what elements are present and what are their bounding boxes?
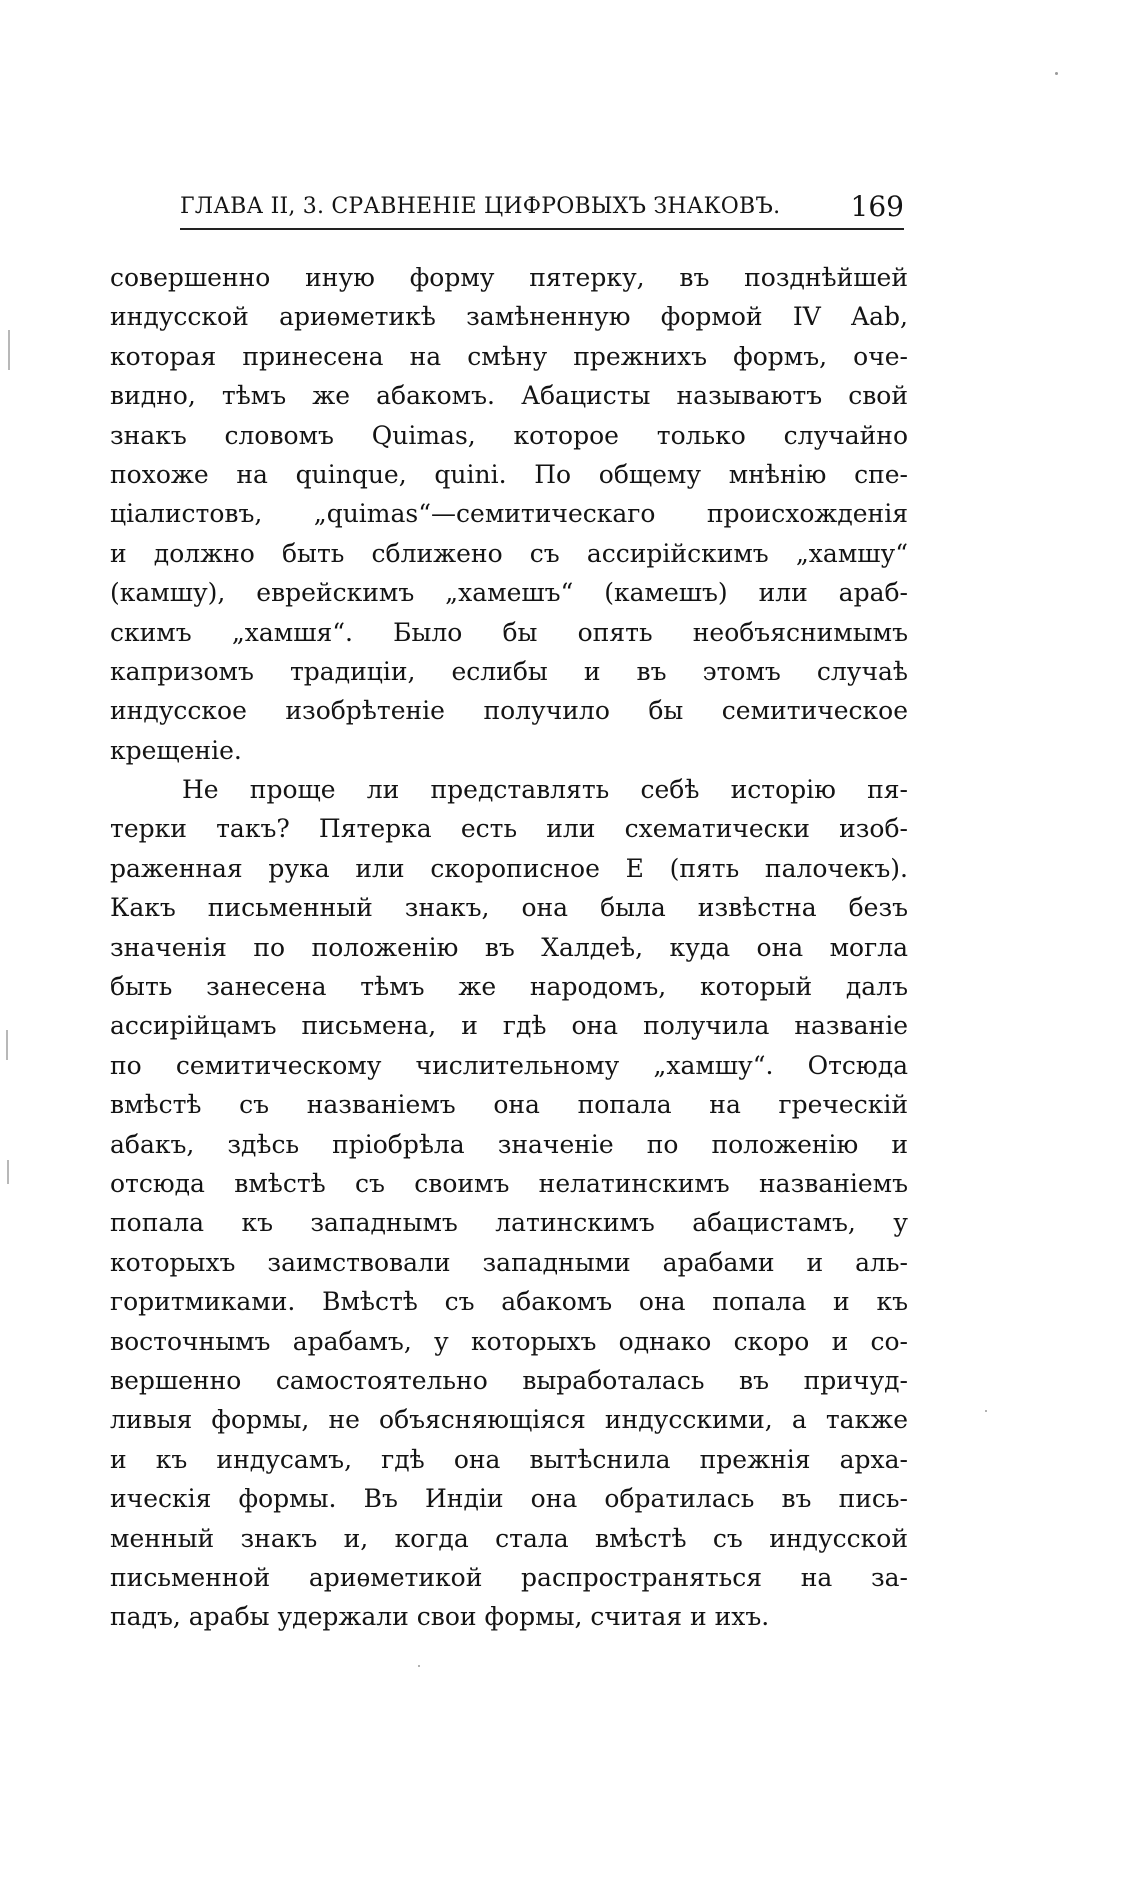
text-line: похоже на quinque, quini. По общему мнѣнію спе- xyxy=(110,459,908,489)
text-line: по семитическому числительному „хамшу“. Отсюда xyxy=(110,1050,908,1080)
text-line: ассирійцамъ письмена, и гдѣ она получила названіе xyxy=(110,1011,908,1041)
text-line: падъ, арабы удержали свои формы, считая и ихъ. xyxy=(110,1602,770,1632)
text-line: и къ индусамъ, гдѣ она вытѣснила прежнія арха- xyxy=(110,1444,908,1474)
text-line: совершенно иную форму пятерку, въ позднѣйшей xyxy=(110,263,908,292)
text-line: ическія формы. Въ Индіи она обратилась въ пись- xyxy=(110,1484,908,1514)
text-line: которыхъ заимствовали западными арабами и аль- xyxy=(110,1247,908,1277)
text-line: которая принесена на смѣну прежнихъ формъ, оче- xyxy=(110,341,908,371)
text-line: скимъ „хамшя“. Было бы опять необъяснимымъ xyxy=(110,617,908,647)
text-line: раженная рука или скорописное Е (пять палочекъ). xyxy=(110,853,908,883)
text-line: горитмиками. Вмѣстѣ съ абакомъ она попала и къ xyxy=(110,1287,908,1317)
text-line: видно, тѣмъ же абакомъ. Абацисты называютъ свой xyxy=(110,381,908,411)
scan-speck xyxy=(1055,72,1058,75)
scan-margin-mark xyxy=(7,1160,9,1184)
text-line: восточнымъ арабамъ, у которыхъ однако скоро и со- xyxy=(110,1326,908,1356)
text-line: абакъ, здѣсь пріобрѣла значеніе по положенію и xyxy=(110,1129,908,1159)
scan-speck xyxy=(418,1665,420,1667)
text-line: индусской ариѳметикѣ замѣненную формой IV Aab, xyxy=(110,302,908,332)
text-line: индусское изобрѣтеніе получило бы семитическое xyxy=(110,696,908,726)
text-line: быть занесена тѣмъ же народомъ, который далъ xyxy=(110,972,908,1002)
text-line: вершенно самостоятельно выработалась въ причуд- xyxy=(110,1365,908,1395)
text-line: (камшу), еврейскимъ „хамешъ“ (камешъ) или араб- xyxy=(110,578,908,608)
scan-speck xyxy=(985,1410,987,1412)
page-number: 169 xyxy=(850,190,904,223)
text-line: менный знакъ и, когда стала вмѣстѣ съ индусской xyxy=(110,1523,908,1553)
text-line: ливыя формы, не объясняющіяся индусскими, а также xyxy=(110,1405,908,1435)
scan-margin-mark xyxy=(6,1030,8,1060)
text-line: терки такъ? Пятерка есть или схематически изоб- xyxy=(110,814,908,844)
text-line: Какъ письменный знакъ, она была извѣстна безъ xyxy=(110,893,908,923)
body-text xyxy=(110,258,908,1637)
running-title: ГЛАВА II, 3. СРАВНЕНІЕ ЦИФРОВЫХЪ ЗНАКОВЪ. xyxy=(180,194,781,219)
text-line: ціалистовъ, „quimas“—семитическаго происхожденія xyxy=(110,499,908,529)
text-line: отсюда вмѣстѣ съ своимъ нелатинскимъ названіемъ xyxy=(110,1168,908,1198)
scan-margin-mark xyxy=(8,330,10,370)
text-line: значенія по положенію въ Халдеѣ, куда она могла xyxy=(110,932,908,962)
text-line: вмѣстѣ съ названіемъ она попала на греческій xyxy=(110,1090,908,1120)
text-line: письменной ариѳметикой распространяться на за- xyxy=(110,1562,908,1592)
header-rule xyxy=(180,228,904,230)
text-line: знакъ словомъ Quimas, которое только случайно xyxy=(110,420,908,450)
text-line: попала къ западнымъ латинскимъ абацистамъ, у xyxy=(110,1208,908,1238)
text-line: Не проще ли представлять себѣ исторію пя- xyxy=(182,775,908,805)
text-line: и должно быть сближено съ ассирійскимъ „хамшу“ xyxy=(110,538,908,568)
text-line: крещеніе. xyxy=(110,735,242,765)
text-line: капризомъ традиціи, еслибы и въ этомъ случаѣ xyxy=(110,656,908,686)
